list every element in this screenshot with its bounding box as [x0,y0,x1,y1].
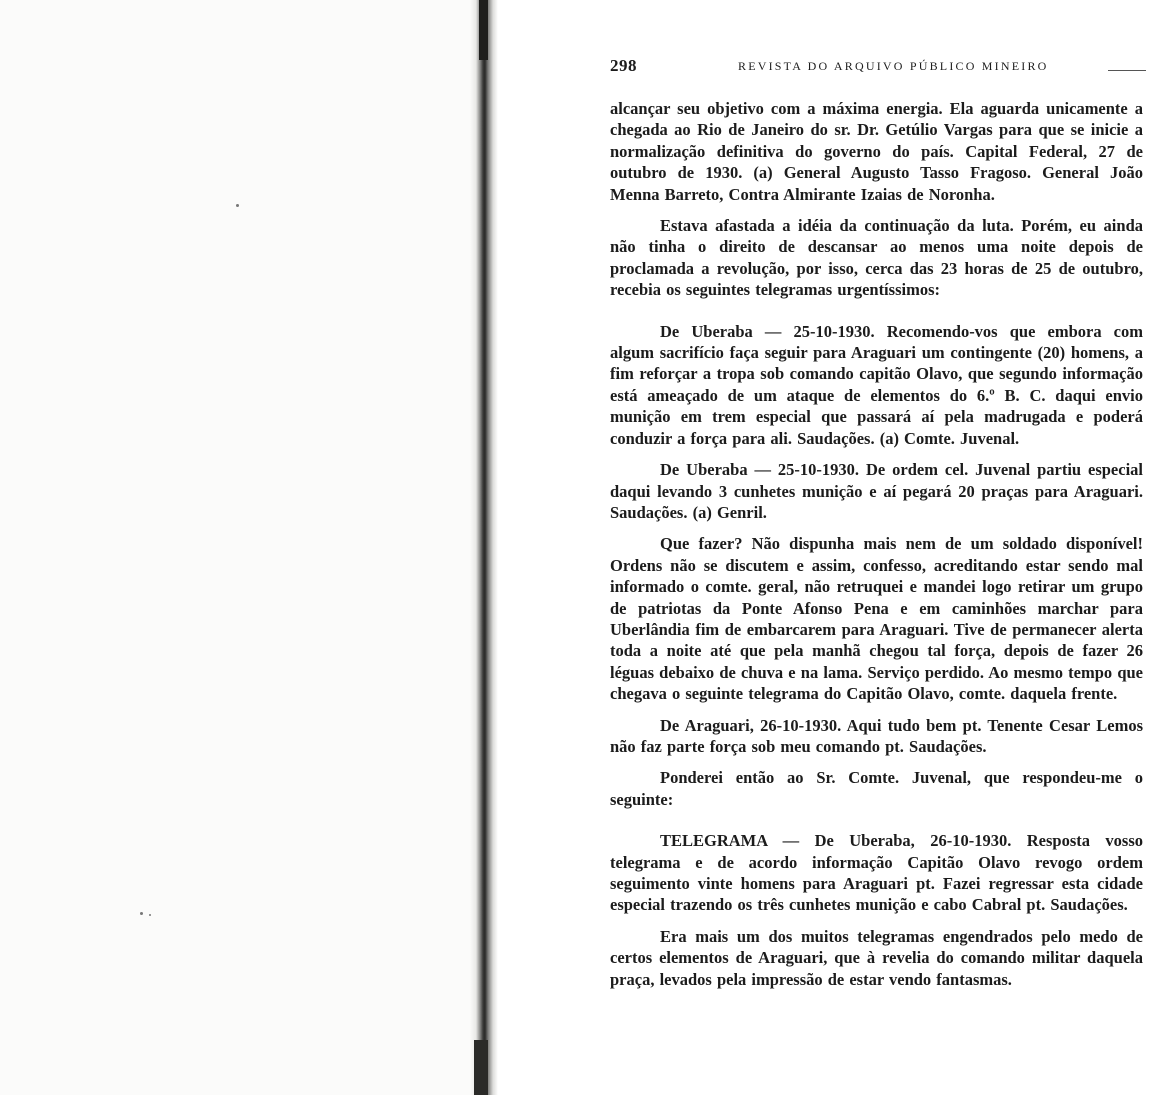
left-page [0,0,478,1095]
telegram-quote: De Uberaba — 25-10-1930. Recomendo-vos que embora com algum sacrifício faça seguir para Araguari um contingente (20) homens, a fim reforçar a tropa sob comando capitão Olavo, que segundo informação está ameaçado de um ataque de elementos do 6.º B. C. daqui envio munição em trem especial que passará aí pela madrugada e poderá conduzir a força para ali. Saudações. (a) Comte. Juvenal. [610,321,1143,448]
paragraph-continuation: alcançar seu objetivo com a máxima energia. Ela aguarda unicamente a chegada ao Rio de Janeiro do sr. Dr. Getúlio Vargas para que se inicie a normalização definitiva do governo do país. Capital Federal, 27 de outubro de 1930. (a) General Augusto Tasso Fragoso. General João Menna Barreto, Contra Almirante Izaias de Noronha. [610,99,1143,204]
corner-mark [1108,70,1146,73]
paragraph: Era mais um dos muitos telegramas engendrados pelo medo de certos elementos de Araguari, que à revelia do comando militar daquela praça, levados pela impressão de estar vendo fantasmas. [610,926,1143,989]
ink-speck [236,204,239,207]
telegram-quote: De Uberaba — 25-10-1930. De ordem cel. Juvenal partiu especial daqui levando 3 cunhetes munição e aí pegará 20 praças para Araguari. Saudações. (a) Genril. [610,460,1143,522]
running-head [610,56,1146,78]
paragraph: Que fazer? Não dispunha mais nem de um soldado disponível! Ordens não se discutem e assim, confesso, acreditando estar sendo mal informado o comte. geral, não retruquei e mandei logo retirar um grupo de patriotas da Ponte Afonso Pena e em caminhões marchar para Uberlândia fim de embarcarem para Araguari. Tive de permanecer alerta toda a noite até que pela manhã chegou tal força, depois de fazer 26 léguas debaixo de chuva e na lama. Serviço perdido. Ao mesmo tempo que chegava o seguinte telegrama do Capitão Olavo, comte. daquela frente. [610,534,1143,704]
gutter-shadow-bottom [474,1040,488,1095]
body-text [610,98,1143,1000]
ink-speck [149,914,151,916]
paragraph: Ponderei então ao Sr. Comte. Juvenal, que respondeu-me o seguinte: [610,768,1143,809]
gutter-shadow-top [479,0,488,60]
page-number: 298 [610,56,637,75]
right-page [498,0,1157,1095]
ink-speck [140,912,143,915]
telegram-quote: De Araguari, 26-10-1930. Aqui tudo bem pt. Tenente Cesar Lemos não faz parte força sob meu comando pt. Saudações. [610,715,1143,756]
journal-title: REVISTA DO ARQUIVO PÚBLICO MINEIRO [738,59,1049,73]
book-gutter [470,0,498,1095]
telegram-quote: TELEGRAMA — De Uberaba, 26-10-1930. Resposta vosso telegrama e de acordo informação Capitão Olavo revogo ordem seguimento vinte homens para Araguari pt. Fazei regressar esta cidade especial trazendo os três cunhetes munição e cabo Cabral pt. Saudações. [610,831,1143,915]
paragraph: Estava afastada a idéia da continuação da luta. Porém, eu ainda não tinha o direito de descansar ao menos uma noite depois de proclamada a revolução, por isso, cerca das 23 horas de 25 de outubro, recebia os seguintes telegramas urgentíssimos: [610,216,1143,300]
